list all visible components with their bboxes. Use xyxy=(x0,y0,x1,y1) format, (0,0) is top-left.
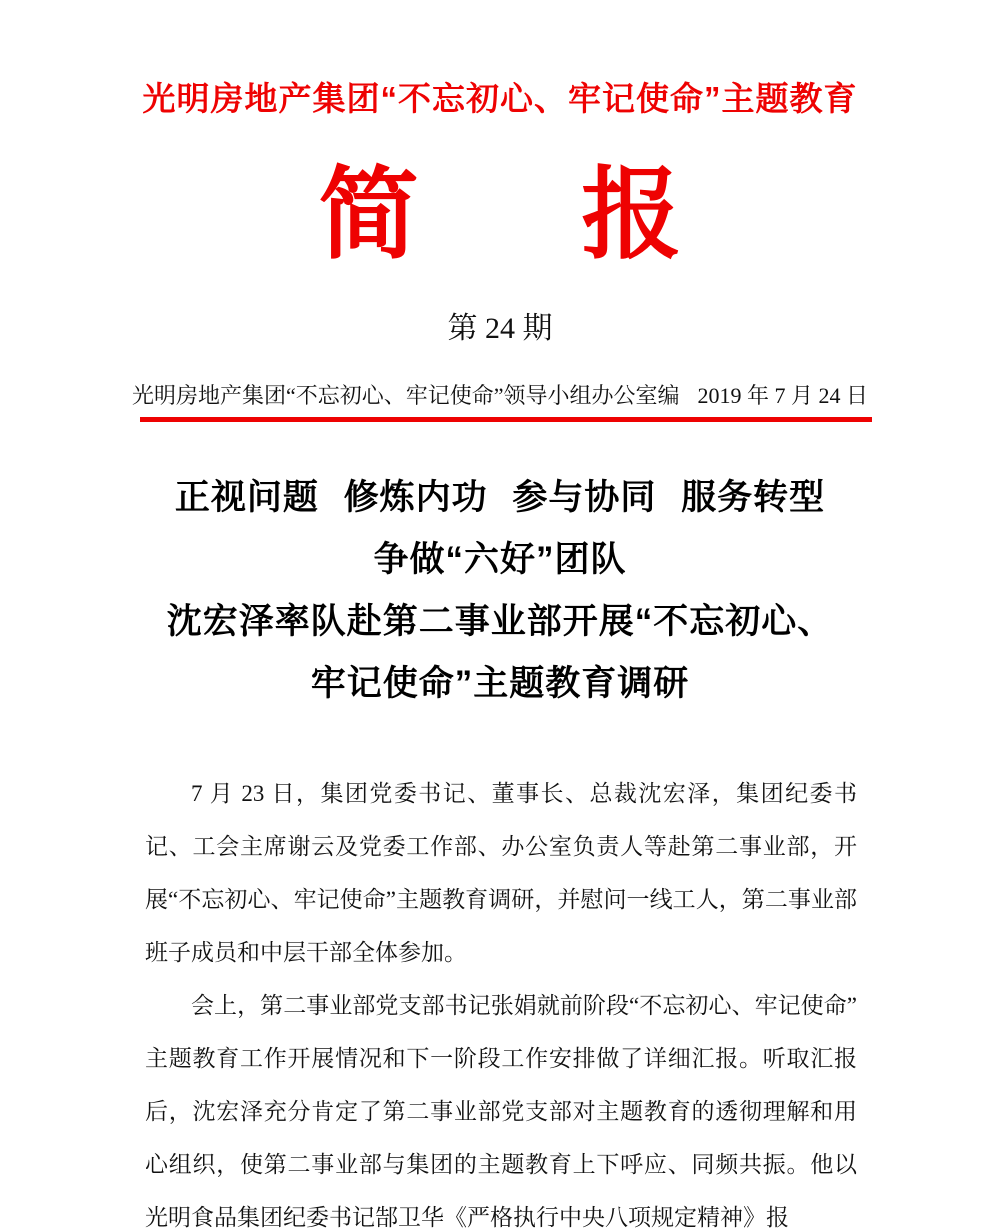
article-paragraph-1: 7 月 23 日，集团党委书记、董事长、总裁沈宏泽，集团纪委书记、工会主席谢云及党委工作部、办公室负责人等赴第二事业部，开展“不忘初心、牢记使命”主题教育调研，并慰问一线工人，第二事业部班子成员和中层干部全体参加。 xyxy=(145,781,857,965)
article-paragraph-2: 会上，第二事业部党支部书记张娟就前阶段“不忘初心、牢记使命”主题教育工作开展情况和下一阶段工作安排做了详细汇报。听取汇报后，沈宏泽充分肯定了第二事业部党支部对主题教育的透彻理解和用心组织，使第二事业部与集团的主题教育上下呼应、同频共振。他以光明食品集团纪委书记郜卫华《严格执行中央八项规定精神》报 xyxy=(145,993,857,1230)
publish-date: 2019 年 7 月 24 日 xyxy=(697,383,869,408)
headline-line-3: 沈宏泽率队赴第二事业部开展“不忘初心、 xyxy=(166,602,834,641)
headline-line-2: 争做“六好”团队 xyxy=(373,540,627,579)
article-body xyxy=(145,767,857,1232)
red-divider-rule xyxy=(140,417,872,422)
headline-line-1: 正视问题 修炼内功 参与协同 服务转型 xyxy=(174,478,826,517)
editor-line xyxy=(0,383,1000,409)
article-headline xyxy=(0,467,1000,715)
publisher-text: 光明房地产集团“不忘初心、牢记使命”领导小组办公室编 xyxy=(131,383,680,408)
org-title: 光明房地产集团“不忘初心、牢记使命”主题教育 xyxy=(142,80,858,117)
masthead-title: 简 报 xyxy=(318,159,682,271)
issue-number: 第 24 期 xyxy=(447,312,553,345)
headline-line-4: 牢记使命”主题教育调研 xyxy=(310,664,690,703)
